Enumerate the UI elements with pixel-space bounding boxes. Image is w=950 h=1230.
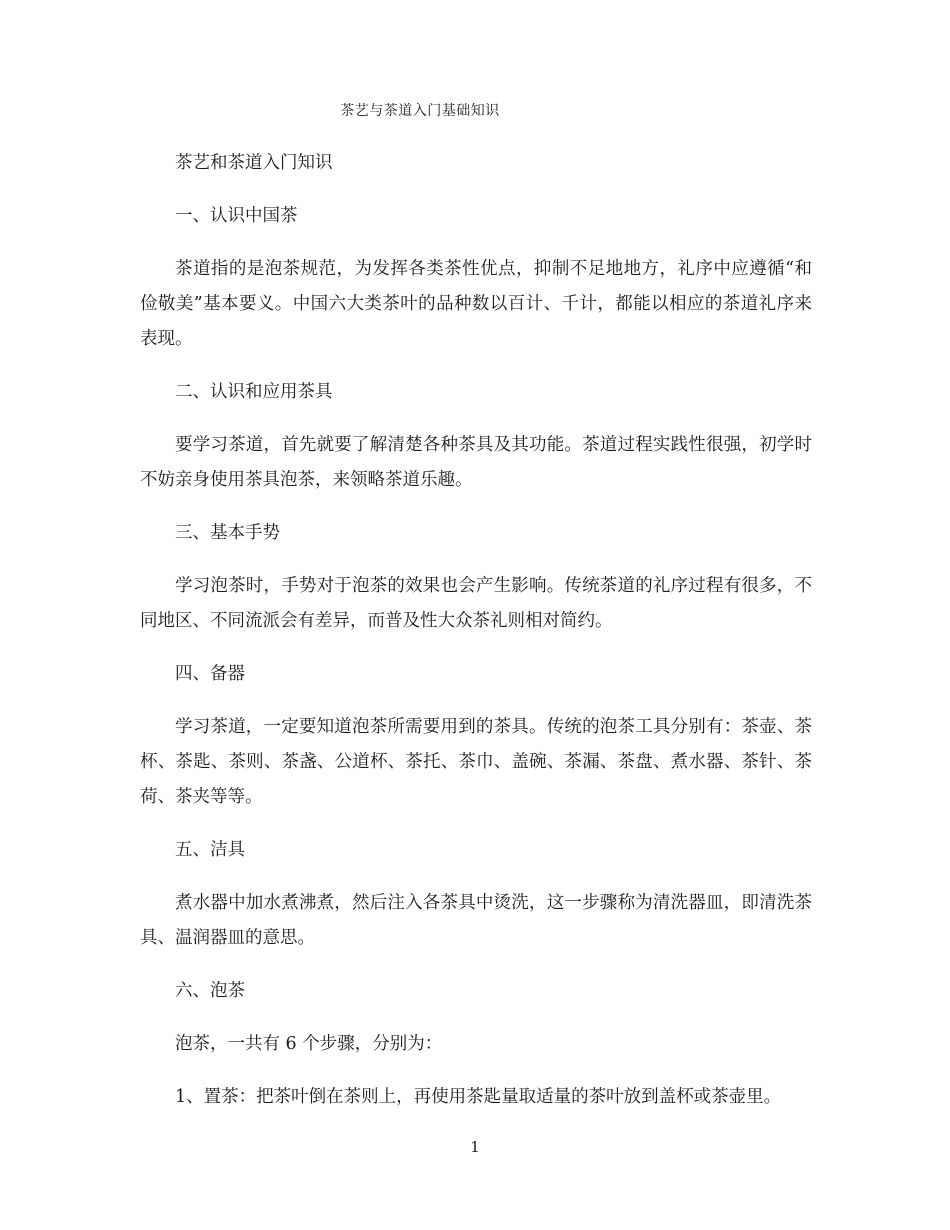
section-paragraph: 泡茶，一共有 6 个步骤，分别为： xyxy=(175,1034,443,1054)
step-item: 1、置茶：把茶叶倒在茶则上，再使用茶匙量取适量的茶叶放到盖杯或茶壶里。 xyxy=(175,1087,782,1107)
page-number: 1 xyxy=(470,1138,480,1156)
section-heading: 五、洁具 xyxy=(175,840,245,860)
section-heading: 六、泡茶 xyxy=(175,981,245,1001)
section-paragraph: 要学习茶道，首先就要了解清楚各种茶具及其功能。茶道过程实践性很强，初学时不妨亲身使用茶具泡茶，来领略茶道乐趣。 xyxy=(140,435,812,490)
section-paragraph: 学习泡茶时，手势对于泡茶的效果也会产生影响。传统茶道的礼序过程有很多，不同地区、不同流派会有差异，而普及性大众茶礼则相对简约。 xyxy=(140,576,812,631)
running-header: 茶艺与茶道入门基础知识 xyxy=(340,103,500,119)
section-paragraph: 煮水器中加水煮沸煮，然后注入各茶具中烫洗，这一步骤称为清洗器皿，即清洗茶具、温润器皿的意思。 xyxy=(140,893,812,948)
document-body xyxy=(140,146,812,1115)
section-heading: 四、备器 xyxy=(175,664,245,684)
document-title: 茶艺和茶道入门知识 xyxy=(175,153,333,173)
section-heading: 二、认识和应用茶具 xyxy=(175,382,333,402)
section-paragraph: 茶道指的是泡茶规范，为发挥各类茶性优点，抑制不足地地方，礼序中应遵循“和俭敬美”基本要义。中国六大类茶叶的品种数以百计、千计，都能以相应的茶道礼序来表现。 xyxy=(140,259,812,349)
section-heading: 三、基本手势 xyxy=(175,523,280,543)
section-heading: 一、认识中国茶 xyxy=(175,206,298,226)
section-paragraph: 学习茶道，一定要知道泡茶所需要用到的茶具。传统的泡茶工具分别有：茶壶、茶杯、茶匙、茶则、茶盏、公道杯、茶托、茶巾、盖碗、茶漏、茶盘、煮水器、茶针、茶荷、茶夹等等。 xyxy=(140,717,812,807)
